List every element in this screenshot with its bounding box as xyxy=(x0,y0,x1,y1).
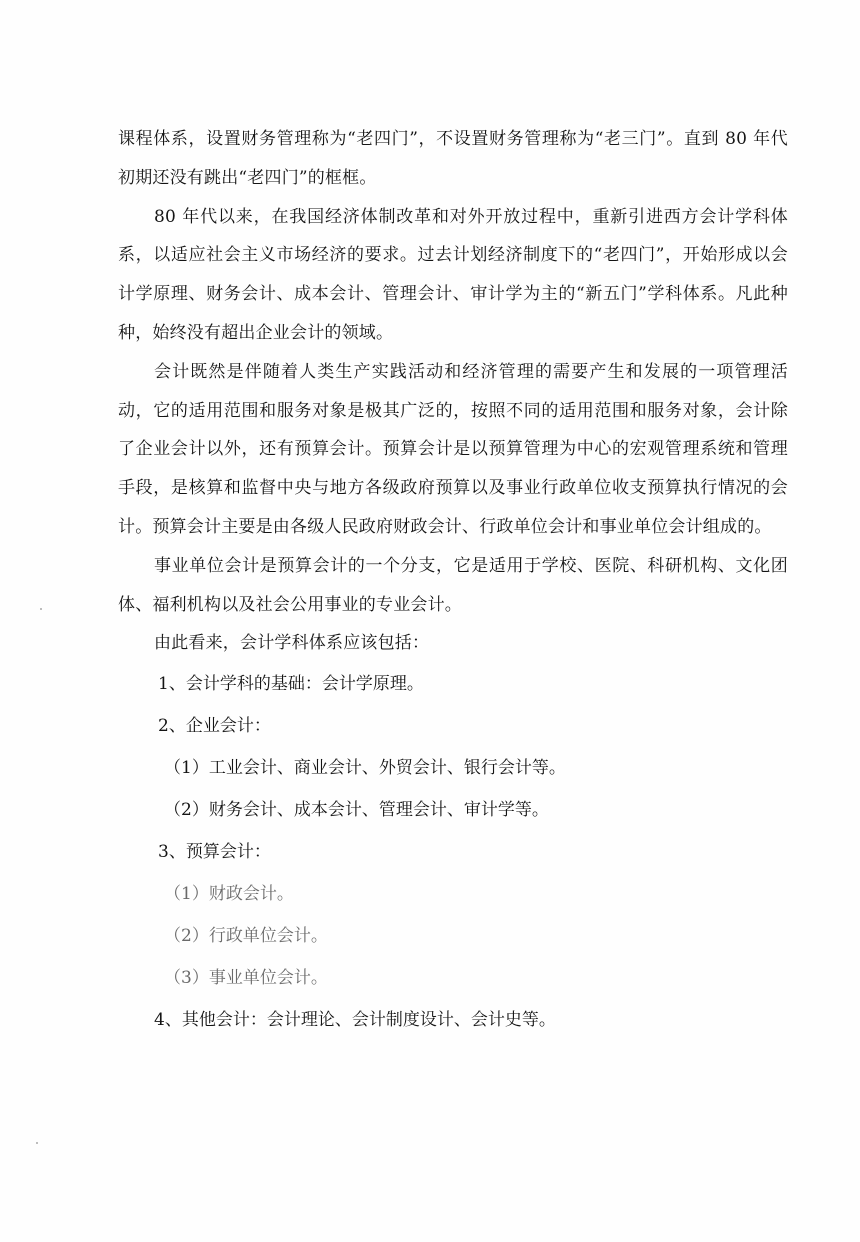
list-item: （1）财政会计。 xyxy=(164,884,294,905)
paragraph-course-system: 课程体系，设置财务管理称为“老四门”，不设置财务管理称为“老三门”。直到 80 年代初期还没有跳出“老四门”的框框。 xyxy=(118,129,788,188)
list-item: （2）行政单位会计。 xyxy=(164,926,328,947)
list-item: 1、会计学科的基础：会计学原理。 xyxy=(158,674,424,695)
list-item: （1）工业会计、商业会计、外贸会计、银行会计等。 xyxy=(164,758,566,779)
list-item: （2）财务会计、成本会计、管理会计、审计学等。 xyxy=(164,800,549,821)
paragraph-since-80s: 80 年代以来，在我国经济体制改革和对外开放过程中，重新引进西方会计学科体系，以适应社会主义市场经济的要求。过去计划经济制度下的“老四门”，开始形成以会计学原理、财务会计、成本会计、管理会计、审计学为主的“新五门”学科体系。凡此种种，始终没有超出企业会计的领域。 xyxy=(118,206,788,343)
list-item: 4、其他会计：会计理论、会计制度设计、会计史等。 xyxy=(154,1010,556,1031)
discipline-outline xyxy=(118,663,788,1041)
paragraph-budget-accounting: 会计既然是伴随着人类生产实践活动和经济管理的需要产生和发展的一项管理活动，它的适用范围和服务对象是极其广泛的，按照不同的适用范围和服务对象，会计除了企业会计以外，还有预算会计。预算会计是以预算管理为中心的宏观管理系统和管理手段，是核算和监督中央与地方各级政府预算以及事业行政单位收支预算执行情况的会计。预算会计主要是由各级人民政府财政会计、行政单位会计和事业单位会计组成的。 xyxy=(118,361,788,537)
scan-speck xyxy=(36,1142,38,1144)
scan-speck xyxy=(40,608,42,610)
paragraph-summary-intro: 由此看来，会计学科体系应该包括： xyxy=(154,633,430,654)
list-item: 3、预算会计： xyxy=(158,842,271,863)
list-item: 2、企业会计： xyxy=(158,716,271,737)
list-item: （3）事业单位会计。 xyxy=(164,968,328,989)
paragraph-public-institution: 事业单位会计是预算会计的一个分支，它是适用于学校、医院、科研机构、文化团体、福利机构以及社会公用事业的专业会计。 xyxy=(118,555,788,615)
document-body xyxy=(118,120,788,1041)
